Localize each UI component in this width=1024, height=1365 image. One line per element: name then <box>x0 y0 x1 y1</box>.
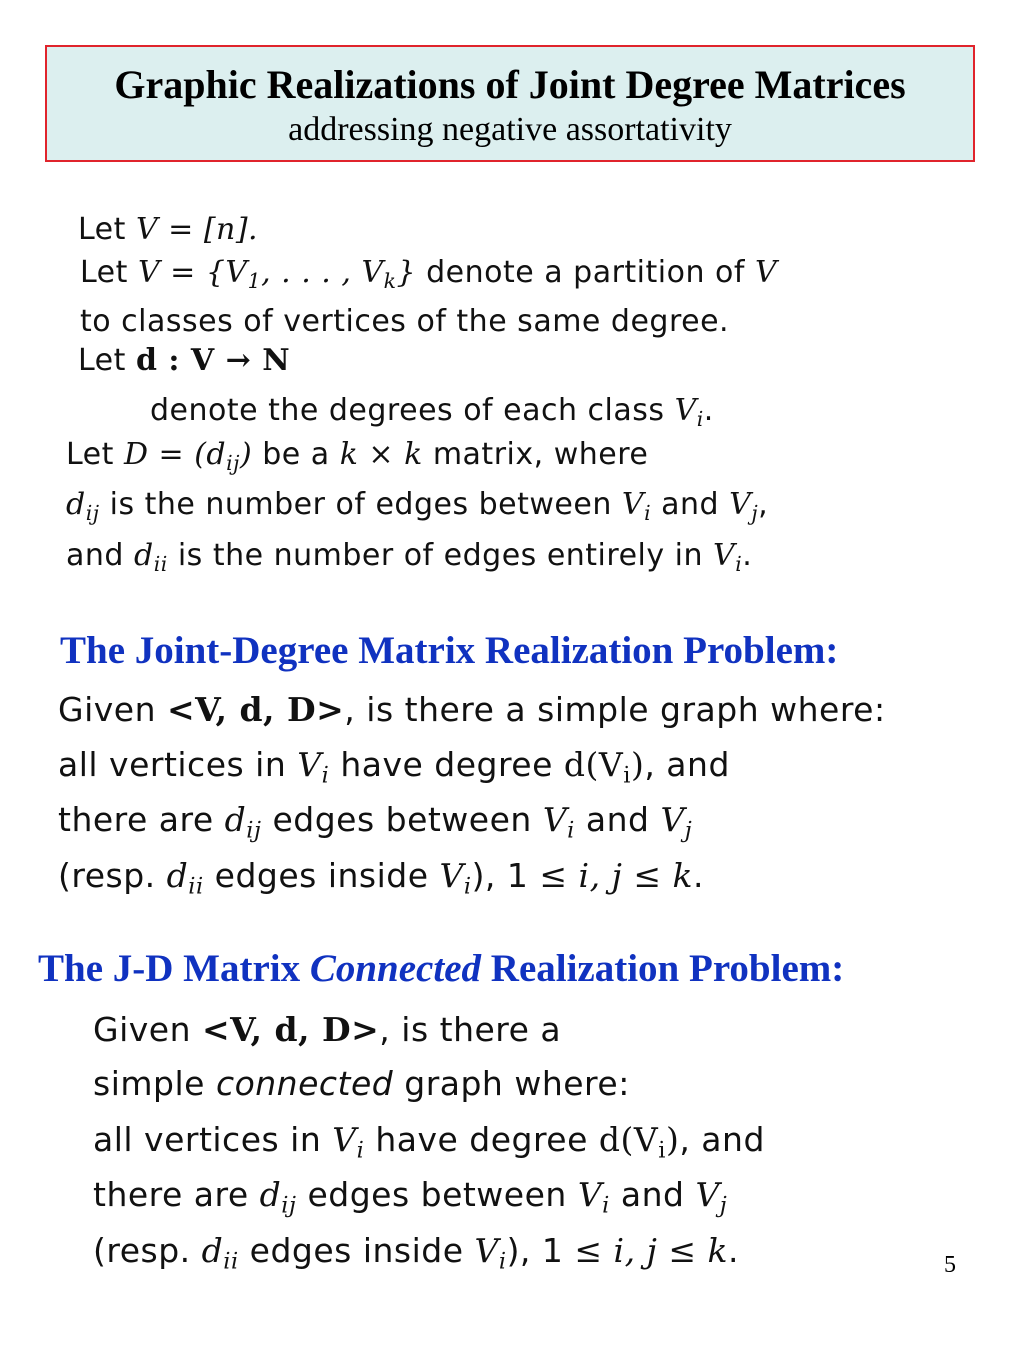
problem2-heading <box>38 946 844 991</box>
p1l4-math-b: $V_i$ <box>439 856 472 900</box>
def7-text-b: and <box>661 487 720 522</box>
def6-math-c: k × k <box>339 437 423 472</box>
def8-math-a: $d_{ii}$ <box>134 538 168 577</box>
def6-text-c: matrix, where <box>432 437 649 472</box>
p2l3-text-c: , and <box>679 1120 765 1159</box>
def2-text-b: denote a partition of <box>426 255 745 290</box>
p1l3-text-a: there are <box>58 800 214 839</box>
p2l3-text-b: have degree <box>375 1120 588 1159</box>
p2l4-math-a: $d_{ij}$ <box>259 1175 297 1219</box>
problem2-line-5: (resp. $d_{ii}$ edges inside $V_i$), 1 ≤ i, j ≤ k. <box>93 1231 739 1275</box>
p2l4-math-b: $V_i$ <box>577 1175 610 1219</box>
p2l5-math-c: ≤ i, j ≤ k <box>574 1231 728 1270</box>
p1l4-math-a: $d_{ii}$ <box>166 856 204 900</box>
p2l4-text-c: and <box>620 1175 685 1214</box>
problem2-line-3 <box>93 1120 765 1164</box>
p2l2-text-italic: connected <box>215 1064 394 1103</box>
problem2-line-4 <box>93 1175 728 1219</box>
p1l1-text-b: , is there a simple graph where: <box>344 690 886 729</box>
p1l3-math-a: $d_{ij}$ <box>224 800 262 844</box>
problem2-line-1 <box>93 1010 561 1049</box>
p1l4-text-c: ), 1 <box>471 856 529 895</box>
def4-text: Let <box>78 343 126 378</box>
p1l2-math-b: $d(V_i)$ <box>563 745 645 789</box>
p1l1-math: <V, d, D> <box>167 690 345 729</box>
p2l5-text-b: edges inside <box>249 1231 464 1270</box>
definition-line-1 <box>78 212 258 247</box>
definition-line-3 <box>80 304 729 339</box>
def4-math: d : V → N <box>135 343 291 378</box>
p2l3-math-b: $d(V_i)$ <box>598 1120 680 1164</box>
p2l3-math-a: $V_i$ <box>332 1120 365 1164</box>
p1l4-text-b: edges inside <box>214 856 429 895</box>
def8-math-b: $V_i$ <box>713 538 743 577</box>
def8-text-a: and <box>66 538 124 573</box>
def1-math: V = [n]. <box>135 212 259 247</box>
definition-line-6 <box>66 437 649 476</box>
problem1-line-4: (resp. $d_{ii}$ edges inside $V_i$), 1 ≤ i, j ≤ k. <box>58 856 704 900</box>
p2l5-math-a: $d_{ii}$ <box>201 1231 239 1275</box>
p1l2-text-c: , and <box>644 745 730 784</box>
p2l5-text-a: (resp. <box>93 1231 191 1270</box>
def6-text-a: Let <box>66 437 114 472</box>
def7-math-a: $d_{ij}$ <box>66 487 100 526</box>
def5-text: denote the degrees of each class <box>150 393 665 428</box>
definition-line-8: and $d_{ii}$ is the number of edges entirely in $V_i$. <box>66 538 753 577</box>
p1l3-text-c: and <box>585 800 650 839</box>
p2l1-text-b: , is there a <box>379 1010 562 1049</box>
definition-line-5: denote the degrees of each class $V_i$. <box>150 393 714 432</box>
def8-text-b: is the number of edges entirely in <box>177 538 703 573</box>
p1l4-text-a: (resp. <box>58 856 156 895</box>
definition-line-7: $d_{ij}$ is the number of edges between $V_i$ and $V_j$, <box>66 487 769 526</box>
p2-heading-b: Realization Problem: <box>490 947 845 990</box>
problem1-line-3 <box>58 800 693 844</box>
p1l1-text-a: Given <box>58 690 156 729</box>
problem1-heading: The Joint-Degree Matrix Realization Problem: <box>60 629 839 672</box>
page-number: 5 <box>944 1252 956 1278</box>
p1l3-math-b: $V_i$ <box>542 800 575 844</box>
p2l4-text-b: edges between <box>307 1175 567 1214</box>
p2l5-text-c: ), 1 <box>506 1231 564 1270</box>
p2l5-math-b: $V_i$ <box>474 1231 507 1275</box>
p2-heading-a: The J-D Matrix <box>38 947 301 990</box>
problem1-line-2 <box>58 745 730 789</box>
p1l3-math-c: $V_j$ <box>660 800 693 844</box>
def6-math-a: $D = (d_{ij})$ <box>123 437 253 476</box>
problem2-line-2 <box>93 1064 630 1103</box>
p2l4-text-a: there are <box>93 1175 249 1214</box>
def7-math-c: $V_j$ <box>729 487 759 526</box>
def5-math: $V_i$ <box>674 393 704 432</box>
def3-text: to classes of vertices of the same degree. <box>80 304 730 339</box>
p1l4-math-c: ≤ i, j ≤ k <box>539 856 693 895</box>
p1l2-text-b: have degree <box>340 745 553 784</box>
def2-math: $V = \{V_1$, . . . , $V_k$} <box>137 255 417 294</box>
p1l2-text-a: all vertices in <box>58 745 287 784</box>
p2-heading-italic: Connected <box>309 947 482 990</box>
p1l3-text-b: edges between <box>272 800 532 839</box>
p2l2-text-a: simple <box>93 1064 205 1103</box>
title-box <box>45 45 975 162</box>
definition-line-2 <box>80 255 778 294</box>
def7-math-b: $V_i$ <box>621 487 652 526</box>
slide-title: Graphic Realizations of Joint Degree Matrices <box>114 62 906 107</box>
p2l3-text-a: all vertices in <box>93 1120 322 1159</box>
p2l2-text-b: graph where: <box>404 1064 630 1103</box>
def6-text-b: be a <box>262 437 330 472</box>
def7-text-a: is the number of edges between <box>109 487 612 522</box>
p2l4-math-c: $V_j$ <box>695 1175 728 1219</box>
p1l2-math-a: $V_i$ <box>297 745 330 789</box>
problem1-line-1 <box>58 690 886 729</box>
slide-subtitle: addressing negative assortativity <box>288 111 732 148</box>
p2l1-text-a: Given <box>93 1010 191 1049</box>
def2-math-d: V <box>754 255 778 290</box>
def1-text: Let <box>78 212 126 247</box>
definition-line-4 <box>78 343 290 378</box>
def2-text-a: Let <box>80 255 128 290</box>
p2l1-math: <V, d, D> <box>202 1010 380 1049</box>
